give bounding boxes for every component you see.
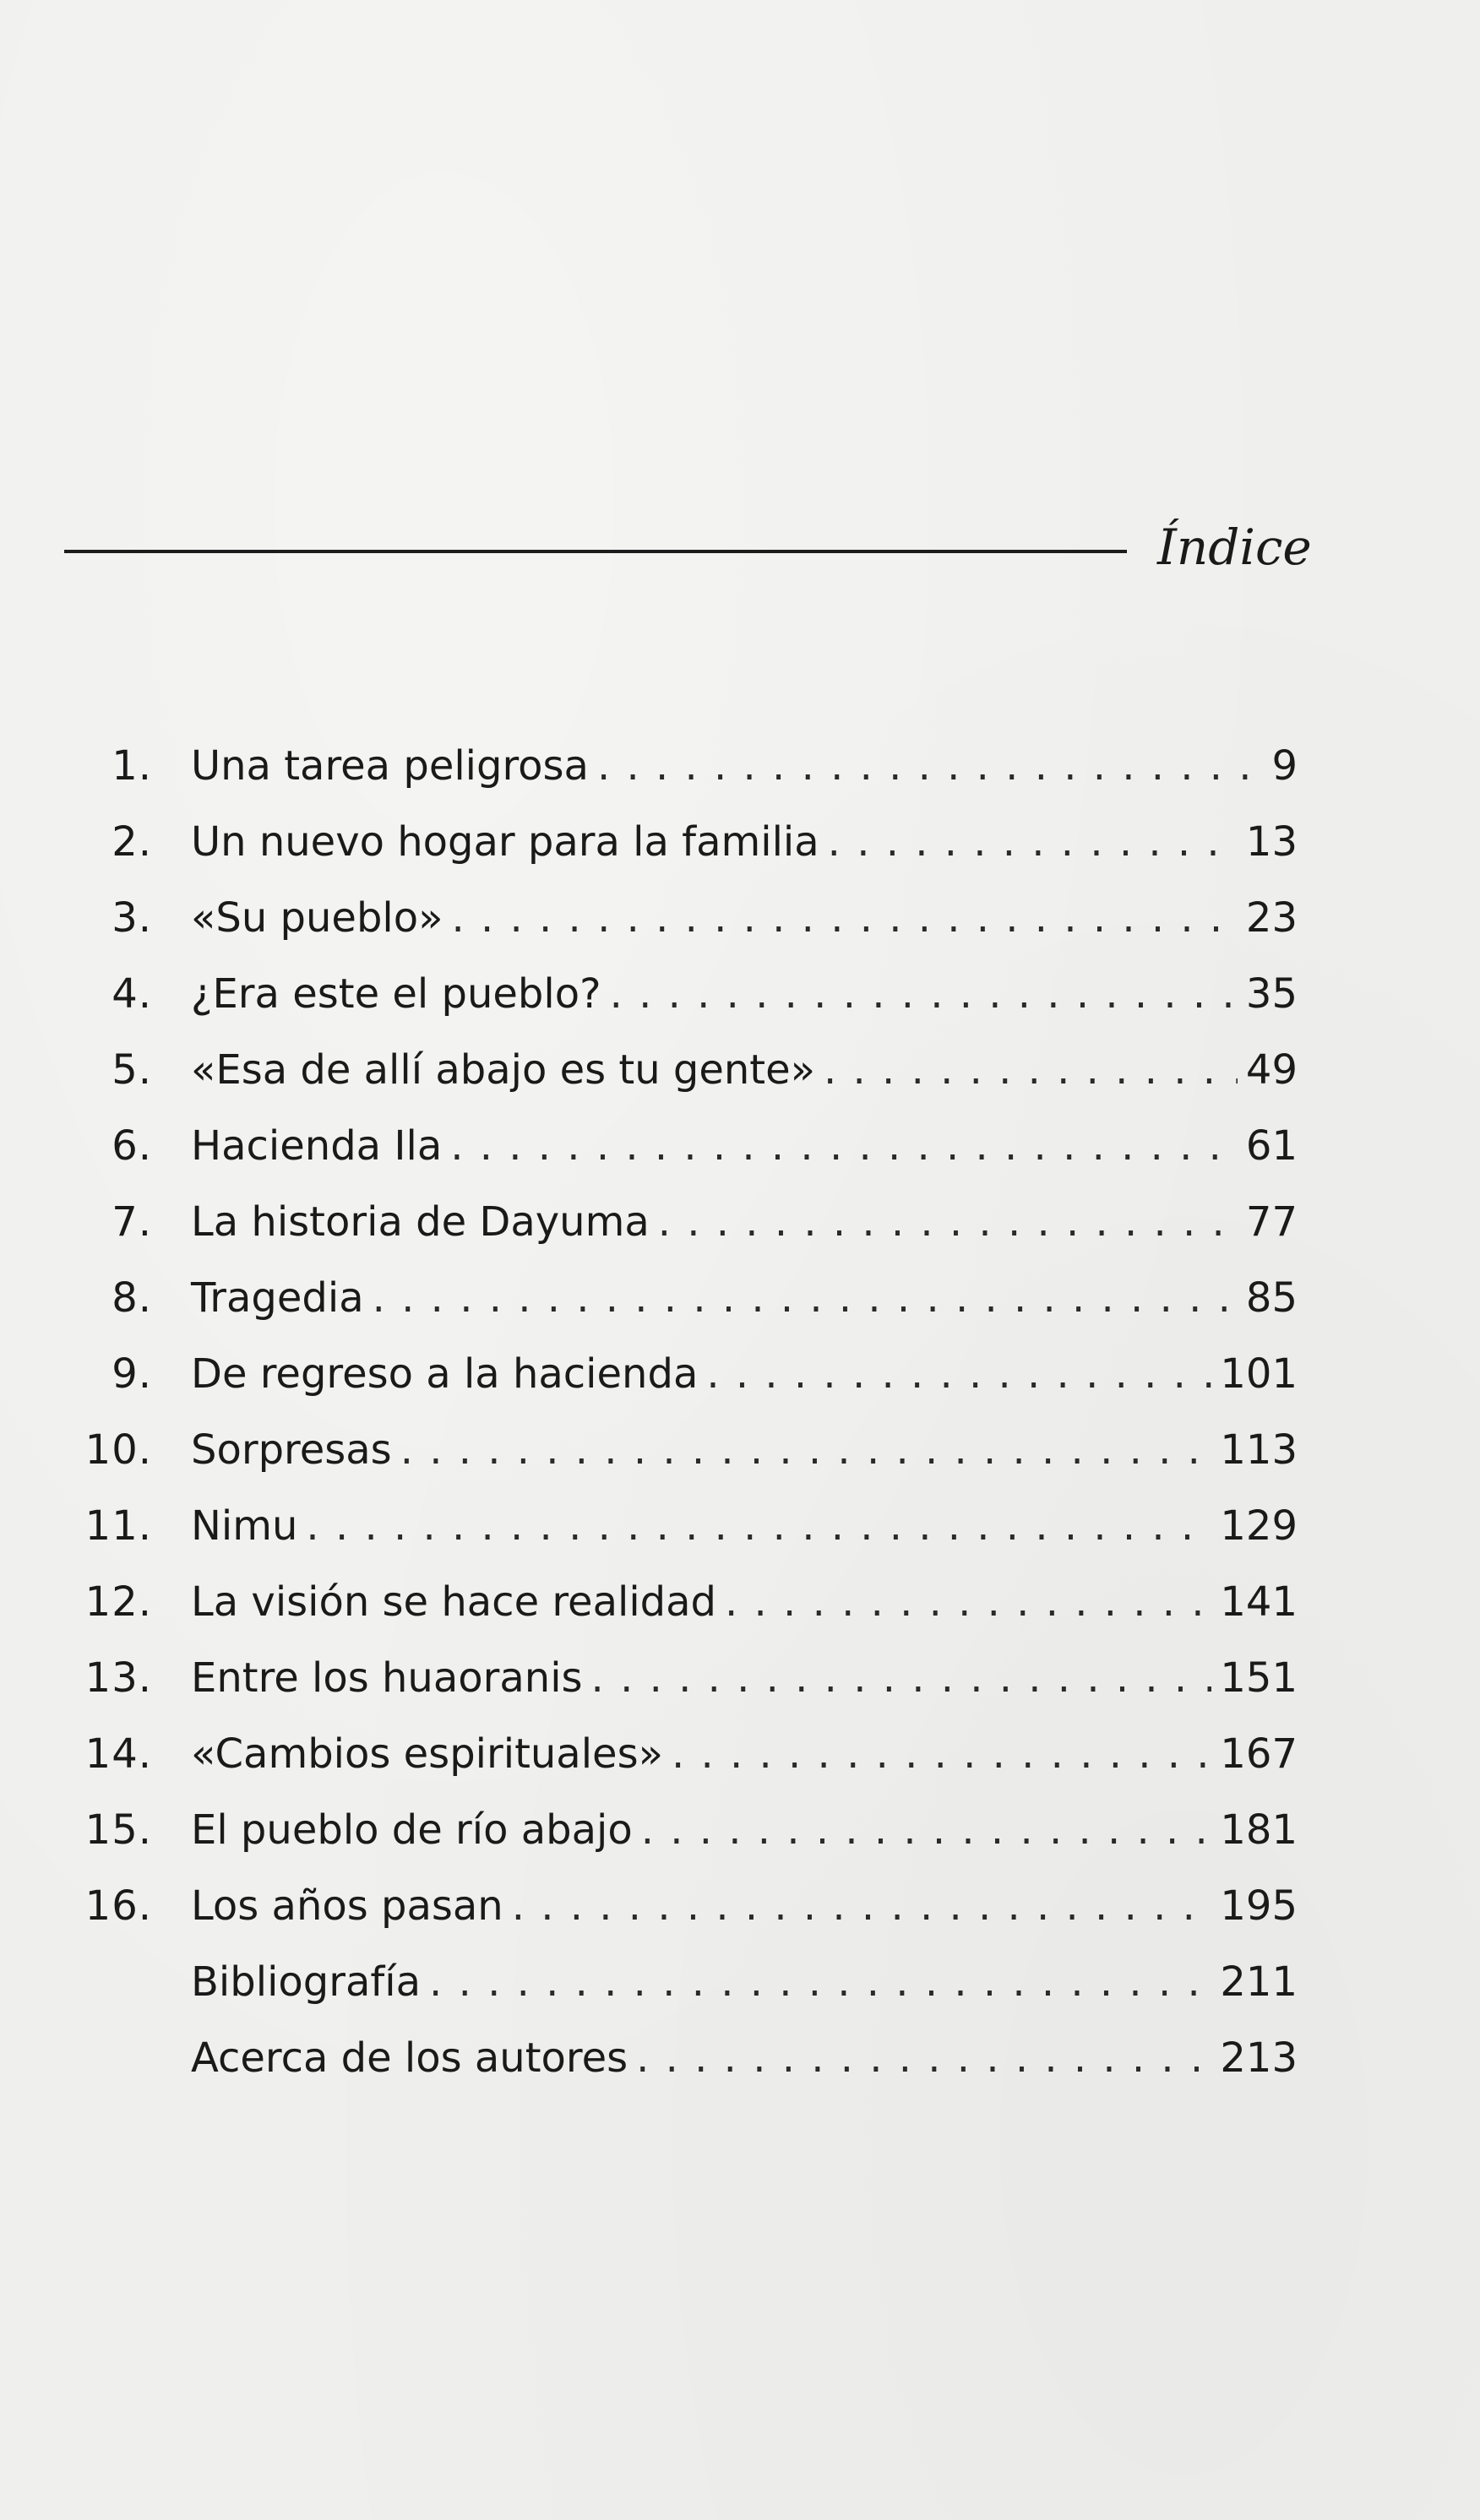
toc-entry-number: 1. [112,742,152,790]
toc-entry-number: 14. [84,1730,152,1778]
dot-leader [824,1032,1238,1108]
toc-entry-8 [0,1260,1480,1336]
toc-entry-title: El pueblo de río abajo [191,1806,633,1854]
toc-entry-11 [0,1488,1480,1564]
toc-entry-page: 77 [1245,1198,1298,1246]
toc-entry-title: Acerca de los autores [191,2034,628,2082]
toc-entry-page: 9 [1271,742,1298,790]
dot-leader [429,1944,1211,2020]
toc-entry-title: Una tarea peligrosa [191,742,589,790]
toc-entry-title: Tragedia [191,1274,364,1322]
toc-entry-number: 9. [112,1350,152,1398]
toc-entry-3 [0,880,1480,956]
toc-entry-title: Entre los huaoranis [191,1654,583,1702]
toc-entry-title: «Su pueblo» [191,894,443,942]
toc-entry-about-authors [0,2020,1480,2096]
dot-leader [610,956,1238,1032]
toc-entry-page: 49 [1245,1046,1298,1094]
toc-entry-2 [0,804,1480,880]
toc-entry-10 [0,1412,1480,1488]
toc-entry-page: 195 [1220,1882,1298,1930]
toc-entry-title: «Cambios espirituales» [191,1730,663,1778]
toc-entry-number: 11. [84,1502,152,1550]
toc-entry-page: 141 [1220,1578,1298,1626]
toc-entry-page: 211 [1220,1958,1298,2006]
header-rule [64,550,1127,553]
toc-entry-title: Bibliografía [191,1958,422,2006]
toc-entry-page: 85 [1245,1274,1298,1322]
toc-entry-page: 101 [1220,1350,1298,1398]
dot-leader [306,1488,1211,1564]
dot-leader [591,1640,1212,1716]
toc-entry-13 [0,1640,1480,1716]
dot-leader [450,1108,1238,1184]
toc-entry-title: Hacienda Ila [191,1122,443,1170]
toc-entry-page: 167 [1220,1730,1298,1778]
toc-entry-number: 2. [112,818,152,866]
toc-entry-number: 7. [112,1198,152,1246]
toc-entry-14 [0,1716,1480,1792]
toc-entry-title: La visión se hace realidad [191,1578,717,1626]
toc-entry-9 [0,1336,1480,1412]
toc-entry-number: 5. [112,1046,152,1094]
toc-entry-page: 13 [1245,818,1298,866]
dot-leader [451,880,1237,956]
toc-entry-number: 16. [84,1882,152,1930]
dot-leader [373,1260,1238,1336]
toc-entry-page: 113 [1220,1426,1298,1474]
toc-entry-number: 6. [112,1122,152,1170]
toc-entry-title: Nimu [191,1502,298,1550]
toc-entry-number: 12. [84,1578,152,1626]
toc-entry-number: 10. [84,1426,152,1474]
dot-leader [512,1868,1212,1944]
toc-entry-number: 4. [112,970,152,1018]
toc-entry-title: Un nuevo hogar para la familia [191,818,819,866]
toc-entry-page: 129 [1220,1502,1298,1550]
toc-entry-16 [0,1868,1480,1944]
toc-entry-title: «Esa de allí abajo es tu gente» [191,1046,816,1094]
dot-leader [672,1716,1211,1792]
toc-entry-12 [0,1564,1480,1640]
dot-leader [400,1412,1212,1488]
toc-entry-4 [0,956,1480,1032]
toc-entry-page: 61 [1245,1122,1298,1170]
toc-entry-page: 181 [1220,1806,1298,1854]
toc-entry-title: La historia de Dayuma [191,1198,650,1246]
toc-entry-page: 23 [1245,894,1298,942]
toc-entry-number: 3. [112,894,152,942]
dot-leader [636,2020,1211,2096]
dot-leader [706,1336,1211,1412]
dot-leader [641,1792,1212,1868]
toc-entry-page: 151 [1220,1654,1298,1702]
toc-entry-number: 15. [84,1806,152,1854]
dot-leader [658,1184,1238,1260]
toc-entry-bibliography [0,1944,1480,2020]
dot-leader [597,728,1264,804]
toc-entry-6 [0,1108,1480,1184]
toc-entry-7 [0,1184,1480,1260]
toc-entry-page: 35 [1245,970,1298,1018]
toc-entry-15 [0,1792,1480,1868]
toc-entry-title: ¿Era este el pueblo? [191,970,601,1018]
dot-leader [828,804,1238,880]
toc-entry-title: Sorpresas [191,1426,392,1474]
toc-entry-1 [0,728,1480,804]
toc-entry-number: 8. [112,1274,152,1322]
dot-leader [725,1564,1211,1640]
page-title: Índice [1157,519,1312,576]
toc-entry-title: De regreso a la hacienda [191,1350,699,1398]
toc-entry-5 [0,1032,1480,1108]
toc-entry-number: 13. [84,1654,152,1702]
toc-entry-page: 213 [1220,2034,1298,2082]
toc-entry-title: Los años pasan [191,1882,503,1930]
